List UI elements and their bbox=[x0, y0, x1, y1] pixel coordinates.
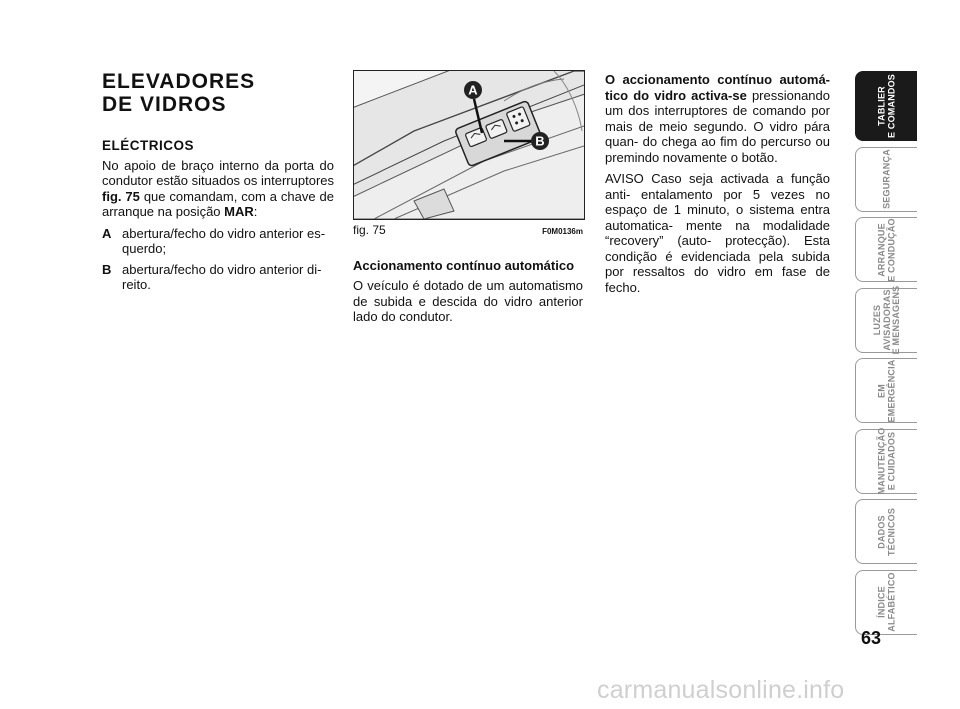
item-key: A bbox=[102, 225, 112, 241]
intro-paragraph: No apoio de braço interno da porta do condutor estão situados os interruptores fig. 75 que comandam, com a chave de arranque na posição MAR: bbox=[102, 157, 334, 219]
page-number: 63 bbox=[860, 628, 882, 648]
tab-label: EM EMERGÊNCIA bbox=[876, 358, 896, 423]
section-column-2 bbox=[353, 70, 583, 331]
tab-manutencao[interactable] bbox=[855, 429, 917, 494]
section-column-1 bbox=[102, 70, 334, 298]
warning-paragraph: AVISO Caso seja activada a função anti- entalamento por 5 vezes no espaço de 1 minuto, o sistema entra automatica- mente na modalidade “recovery” (auto- protecção). Esta condição é evidenciada pela subida por ressaltos do vidro em fase de fecho. bbox=[605, 171, 830, 295]
section-title-line1: ELEVADORES bbox=[102, 70, 256, 93]
tab-label: LUZES AVISADORAS E MENSAGENS bbox=[871, 285, 901, 355]
tab-arranque-e-conducao[interactable] bbox=[855, 217, 917, 282]
marker-b: B bbox=[535, 133, 545, 149]
tab-label: MANUTENÇÃO E CUIDADOS bbox=[876, 427, 896, 495]
tab-label: SEGURANÇA bbox=[880, 149, 891, 209]
figure-window-switches bbox=[353, 70, 585, 220]
section-title bbox=[102, 70, 334, 116]
section-column-3 bbox=[605, 72, 830, 301]
marker-a: A bbox=[468, 82, 478, 98]
tab-label: DADOS TÉCNICOS bbox=[876, 507, 896, 556]
tab-label: ÍNDICE ALFABÉTICO bbox=[876, 572, 896, 632]
tab-luzes-avisadoras[interactable] bbox=[855, 285, 917, 355]
tab-tablier-e-comandos[interactable] bbox=[855, 71, 917, 141]
section-subtitle: ELÉCTRICOS bbox=[102, 138, 195, 153]
tab-label: TABLIER E COMANDOS bbox=[876, 73, 896, 139]
door-armrest-illustration bbox=[354, 71, 584, 219]
auto-activation-paragraph: O accionamento contínuo automá- tico do vidro activa-se pressionando um dos interruptores de comando por mais de meio segundo. O vidro pára quan- do chega ao fim do percurso ou premindo novamente o botão. bbox=[605, 72, 830, 165]
item-text: abertura/fecho do vidro anterior di- reito. bbox=[122, 261, 322, 292]
auto-paragraph: O veículo é dotado de um automatismo de subida e descida do vidro anterior lado do condutor. bbox=[353, 278, 583, 324]
key-position: MAR bbox=[224, 204, 254, 219]
list-item bbox=[102, 226, 334, 257]
item-text: abertura/fecho do vidro anterior es- querdo; bbox=[122, 225, 326, 256]
figure-reference: fig. 75 bbox=[102, 188, 140, 204]
item-key: B bbox=[102, 261, 112, 277]
figure-caption: fig. 75 bbox=[353, 223, 386, 237]
figure-caption-row bbox=[353, 223, 583, 240]
auto-activation-bold: O accionamento contínuo automá- tico do vidro activa-se bbox=[605, 72, 830, 103]
section-title-line2: DE VIDROS bbox=[102, 93, 227, 116]
tab-em-emergencia[interactable] bbox=[855, 358, 917, 423]
watermark: carmanualsonline.info bbox=[597, 676, 845, 704]
tab-label: ARRANQUE E CONDUÇÃO bbox=[876, 217, 896, 282]
figure-code: F0M0136m bbox=[542, 227, 583, 236]
tab-indice-alfabetico[interactable] bbox=[855, 570, 917, 635]
chapter-tabs bbox=[855, 71, 919, 640]
tab-seguranca[interactable] bbox=[855, 147, 917, 212]
list-item bbox=[102, 262, 334, 293]
tab-dados-tecnicos[interactable] bbox=[855, 499, 917, 564]
auto-heading: Accionamento contínuo automático bbox=[353, 257, 575, 273]
